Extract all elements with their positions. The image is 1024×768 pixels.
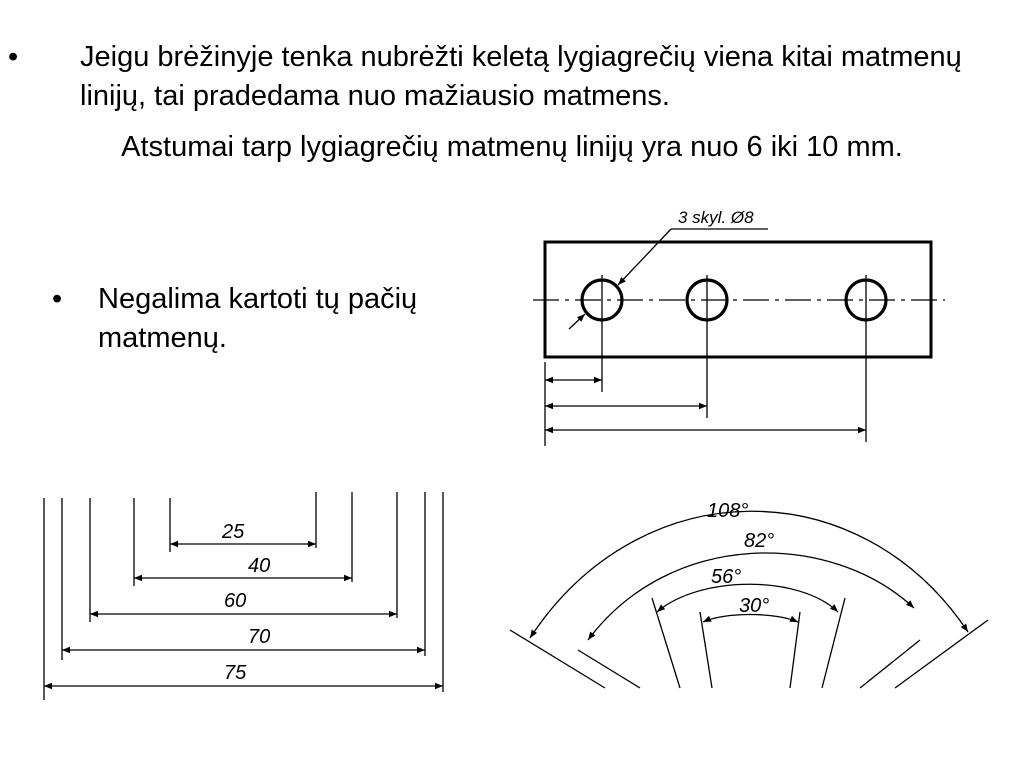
- dim-label-75: 75: [224, 662, 247, 684]
- edge-outer-left: [510, 630, 605, 688]
- angle-label-82: 82°: [744, 530, 775, 552]
- edge-30-left: [700, 612, 712, 688]
- leader-tail: [569, 314, 585, 329]
- angle-label-108: 108°: [707, 500, 749, 522]
- bullet-marker: •: [8, 41, 19, 73]
- angle-label-56: 56°: [711, 566, 742, 588]
- dim-label-40: 40: [248, 555, 271, 577]
- edge-56-right: [822, 598, 845, 688]
- edge-82-right: [860, 640, 920, 688]
- leader-line: [618, 229, 671, 285]
- edge-outer-right: [895, 620, 988, 688]
- dim-label-60: 60: [224, 590, 247, 612]
- plate-drawing: [533, 229, 945, 446]
- dim-label-25: 25: [222, 521, 245, 543]
- bullet-marker: •: [52, 283, 63, 315]
- angle-label-30: 30°: [739, 595, 770, 617]
- edge-56-left: [652, 598, 680, 688]
- dim-label-70: 70: [248, 626, 271, 648]
- hole-callout: 3 skyl. Ø8: [678, 208, 754, 227]
- bullet-2-text: Negalima kartoti tų pačių matmenų.: [98, 283, 418, 354]
- bullet-1-text: Jeigu brėžinyje tenka nubrėžti keletą lygiagrečių viena kitai matmenų linijų, tai pradedama nuo mažiausio matmens.: [80, 41, 962, 112]
- edge-82-left: [578, 650, 640, 688]
- paragraph-spacing-rule: Atstumai tarp lygiagrečių matmenų linijų yra nuo 6 iki 10 mm.: [121, 131, 903, 163]
- edge-30-right: [790, 612, 800, 688]
